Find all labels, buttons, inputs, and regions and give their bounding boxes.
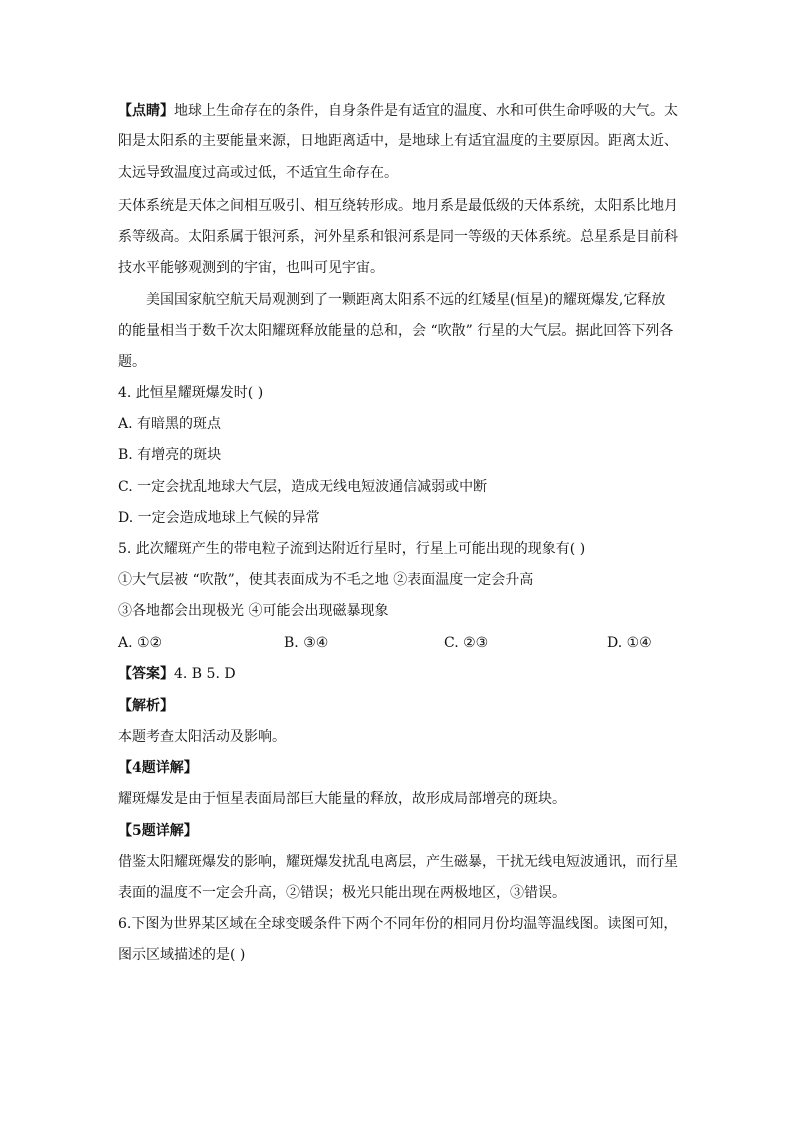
question-5-item-line-2: ③各地都会出现极光 ④可能会出现磁暴现象 <box>118 603 389 619</box>
question-4-option-a: A. 有暗黑的斑点 <box>118 416 222 432</box>
note-label: 【点睛】 <box>118 103 174 119</box>
note-line-2: 阳是太阳系的主要能量来源，日地距离适中，是地球上有适宜温度的主要原因。距离太近、 <box>118 133 678 149</box>
answer-label: 【答案】 <box>118 666 174 682</box>
analysis-label: 【解析】 <box>118 698 174 714</box>
note-line-5: 系等级高。太阳系属于银河系，河外星系和银河系是同一等级的天体系统。总星系是目前科 <box>118 229 678 245</box>
question-6-line-1: 6.下图为世界某区域在全球变暖条件下两个不同年份的相同月份均温等温线图。读图可知， <box>118 916 678 932</box>
detail-5-label: 【5题详解】 <box>118 823 198 839</box>
question-6-line-2: 图示区域描述的是( ) <box>118 947 246 963</box>
question-5-option-b: B. ③④ <box>284 635 329 651</box>
note-line-6: 技水平能够观测到的宇宙，也叫可见宇宙。 <box>118 260 384 276</box>
question-4-stem: 4. 此恒星耀斑爆发时( ) <box>118 385 264 401</box>
question-4-option-d: D. 一定会造成地球上气候的异常 <box>118 510 320 526</box>
question-4-option-c: C. 一定会扰乱地球大气层，造成无线电短波通信减弱或中断 <box>118 479 488 495</box>
detail-5-line-2: 表面的温度不一定会升高，②错误；极光只能出现在两极地区，③错误。 <box>118 885 566 901</box>
question-4-option-b: B. 有增亮的斑块 <box>118 447 222 463</box>
answer-line <box>118 664 236 684</box>
note-line-4: 天体系统是天体之间相互吸引、相互绕转形成。地月系是最低级的天体系统，太阳系比地月 <box>118 198 678 214</box>
answer-text: 4. B 5. D <box>174 666 236 682</box>
analysis-text: 本题考查太阳活动及影响。 <box>118 729 286 745</box>
passage-line-2: 的能量相当于数千次太阳耀斑释放能量的总和，会 “吹散” 行星的大气层。据此回答下列各 <box>118 323 674 339</box>
passage-line-1: 美国国家航空航天局观测到了一颗距离太阳系不远的红矮星(恒星)的耀斑爆发,它释放 <box>146 292 666 308</box>
question-5-options <box>118 633 678 653</box>
note-text-1: 地球上生命存在的条件，自身条件是有适宜的温度、水和可供生命呼吸的大气。太 <box>174 103 678 119</box>
detail-4-text: 耀斑爆发是由于恒星表面局部巨大能量的释放，故形成局部增亮的斑块。 <box>118 791 566 807</box>
note-line-3: 太远导致温度过高或过低，不适宜生命存在。 <box>118 165 398 181</box>
question-5-option-c: C. ②③ <box>444 635 489 651</box>
note-line-1 <box>118 101 678 121</box>
detail-4-label: 【4题详解】 <box>118 760 198 776</box>
question-5-option-a: A. ①② <box>118 635 163 651</box>
passage-line-3: 题。 <box>118 354 146 370</box>
question-5-item-line-1: ①大气层被 “吹散”，使其表面成为不毛之地 ②表面温度一定会升高 <box>118 572 534 588</box>
question-5-option-d: D. ①④ <box>607 635 652 651</box>
question-5-stem: 5. 此次耀斑产生的带电粒子流到达附近行星时，行星上可能出现的现象有( ) <box>118 541 586 557</box>
detail-5-line-1: 借鉴太阳耀斑爆发的影响，耀斑爆发扰乱电离层，产生磁暴，干扰无线电短波通讯，而行星 <box>118 854 678 870</box>
